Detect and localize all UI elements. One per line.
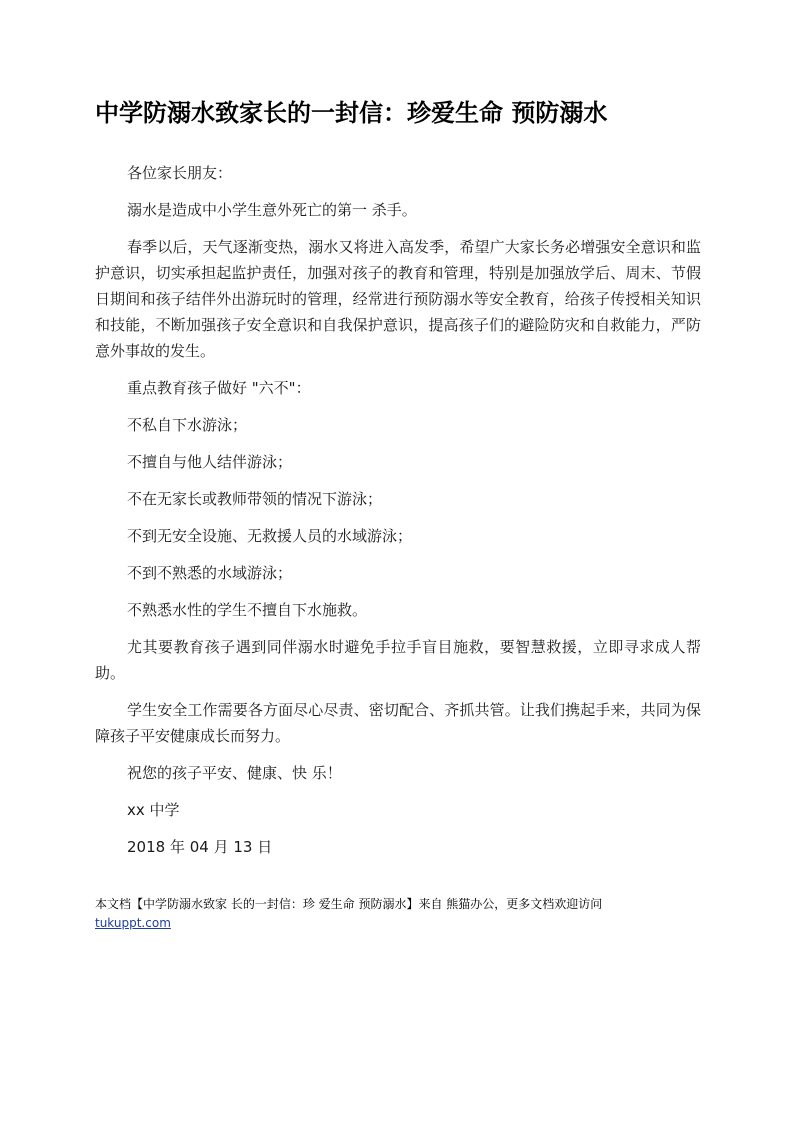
document-title: 中学防溺水致家长的一封信：珍爱生命 预防溺水	[95, 99, 608, 127]
salutation: 各位家长朋友：	[127, 164, 233, 182]
rule-item: 不到无安全设施、无救援人员的水域游泳；	[127, 527, 413, 545]
rule-item: 不在无家长或教师带领的情况下游泳；	[127, 490, 383, 508]
signature-school: xx 中学	[127, 801, 180, 819]
paragraph-cooperation: 学生安全工作需要各方面尽心尽责、密切配合、齐抓共管。让我们携起手来，共同为保障孩子平安健康成长而努力。	[95, 701, 701, 745]
paragraph-intro: 溺水是造成中小学生意外死亡的第一 杀手。	[127, 201, 417, 219]
rule-item: 不擅自与他人结伴游泳；	[127, 453, 293, 471]
footer-link[interactable]: tukuppt.com	[95, 916, 171, 930]
rule-item: 不熟悉水性的学生不擅自下水施救。	[127, 601, 368, 619]
paragraph-six-rules-heading: 重点教育孩子做好 "六不"：	[127, 379, 311, 397]
rule-item: 不到不熟悉的水域游泳；	[127, 564, 293, 582]
paragraph-main: 春季以后，天气逐渐变热，溺水又将进入高发季，希望广大家长务必增强安全意识和监护意识，切实承担起监护责任，加强对孩子的教育和管理，特别是加强放学后、周末、节假日期间和孩子结伴外出游玩时的管理，经常进行预防溺水等安全教育，给孩子传授相关知识和技能，不断加强孩子安全意识和自我保护意识，提高孩子们的避险防灾和自救能力，严防意外事故的发生。	[95, 238, 701, 360]
footer-text: 本文档【中学防溺水致家 长的一封信：珍 爱生命 预防溺水】来自 熊猫办公，更多文档欢迎访问	[95, 897, 603, 911]
paragraph-wishes: 祝您的孩子平安、健康、快 乐！	[127, 764, 342, 782]
letter-body	[95, 160, 701, 871]
paragraph-rescue: 尤其要教育孩子遇到同伴溺水时避免手拉手盲目施救，要智慧救援，立即寻求成人帮助。	[95, 638, 701, 682]
signature-date: 2018 年 04 月 13 日	[127, 838, 273, 856]
rule-item: 不私自下水游泳；	[127, 416, 248, 434]
footer-note	[95, 895, 701, 933]
